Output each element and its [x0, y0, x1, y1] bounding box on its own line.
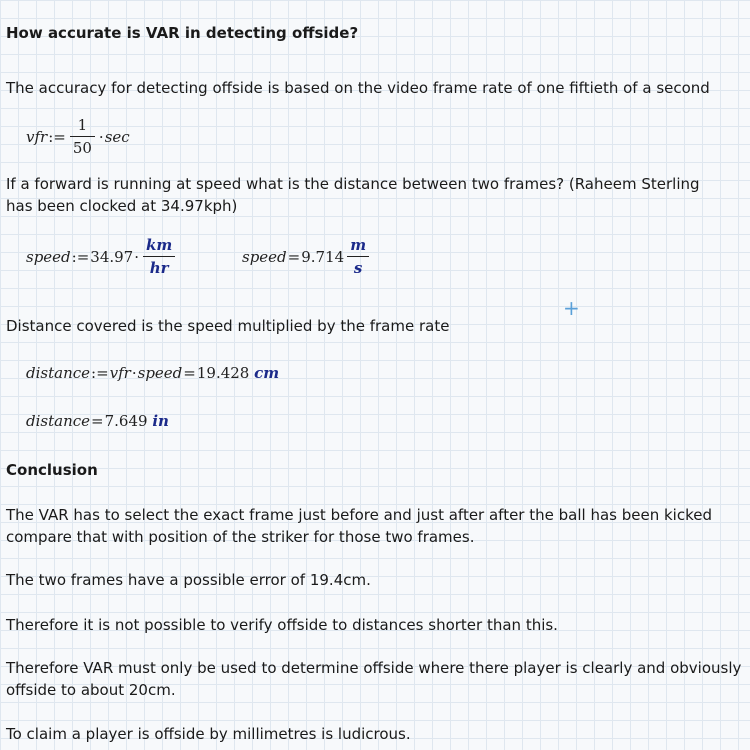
crosshair-cursor-icon: +: [563, 296, 580, 320]
variable-distance: distance: [26, 412, 91, 430]
multiply-operator: ·: [98, 127, 104, 146]
equation-speed-result[interactable]: [242, 236, 372, 277]
multiply-operator: ·: [131, 364, 137, 382]
equation-speed-definition[interactable]: [26, 236, 178, 277]
paragraph-conclusion5: To claim a player is offside by millimetres is ludicrous.: [6, 725, 411, 743]
paragraph-conclusion1-line1: The VAR has to select the exact frame just before and just after after the ball has been kicked: [6, 506, 712, 524]
unit-numerator-m: m: [347, 236, 369, 257]
unit-sec: sec: [104, 127, 130, 146]
paragraph-accuracy: The accuracy for detecting offside is based on the video frame rate of one fiftieth of a second: [6, 79, 710, 97]
equals-operator: =: [91, 412, 104, 430]
speed-value: 34.97: [90, 247, 134, 266]
unit-km-per-hr: [143, 236, 175, 277]
unit-cm: cm: [254, 364, 280, 382]
paragraph-forward-line2: has been clocked at 34.97kph): [6, 197, 238, 215]
assign-operator: :=: [71, 247, 90, 266]
variable-vfr: vfr: [26, 127, 48, 146]
variable-distance: distance: [26, 364, 91, 382]
equals-operator: =: [183, 364, 196, 382]
fraction-numerator: 1: [70, 116, 95, 137]
conclusion-heading: Conclusion: [6, 461, 98, 479]
equation-distance-cm[interactable]: [26, 364, 279, 382]
equation-vfr-definition[interactable]: [26, 116, 130, 157]
assign-operator: :=: [48, 127, 66, 146]
assign-operator: :=: [91, 364, 109, 382]
paragraph-conclusion1-line2: compare that with position of the striker for those two frames.: [6, 528, 475, 546]
variable-speed: speed: [137, 364, 183, 382]
fraction-one-fiftieth: [70, 116, 95, 157]
distance-in-value: 7.649: [104, 412, 148, 430]
multiply-operator: ·: [134, 247, 140, 266]
equals-operator: =: [287, 247, 301, 266]
fraction-denominator: 50: [72, 139, 92, 157]
paragraph-conclusion2: The two frames have a possible error of 19.4cm.: [6, 571, 371, 589]
variable-vfr: vfr: [109, 364, 131, 382]
variable-speed: speed: [26, 247, 71, 266]
paragraph-conclusion4-line2: offside to about 20cm.: [6, 681, 176, 699]
worksheet-title: How accurate is VAR in detecting offside?: [6, 24, 359, 42]
paragraph-forward-line1: If a forward is running at speed what is the distance between two frames? (Raheem Sterling: [6, 175, 700, 193]
distance-cm-value: 19.428: [196, 364, 250, 382]
unit-numerator-km: km: [143, 236, 175, 257]
paragraph-distance: Distance covered is the speed multiplied by the frame rate: [6, 317, 450, 335]
unit-m-per-s: [347, 236, 369, 277]
variable-speed: speed: [242, 247, 287, 266]
unit-denominator-s: s: [353, 259, 363, 277]
unit-in: in: [152, 412, 169, 430]
paragraph-conclusion4-line1: Therefore VAR must only be used to determine offside where there player is clearly and obviously: [6, 659, 742, 677]
speed-result-value: 9.714: [301, 247, 345, 266]
paragraph-conclusion3: Therefore it is not possible to verify offside to distances shorter than this.: [6, 616, 558, 634]
equation-distance-in[interactable]: [26, 412, 169, 430]
unit-denominator-hr: hr: [149, 259, 169, 277]
